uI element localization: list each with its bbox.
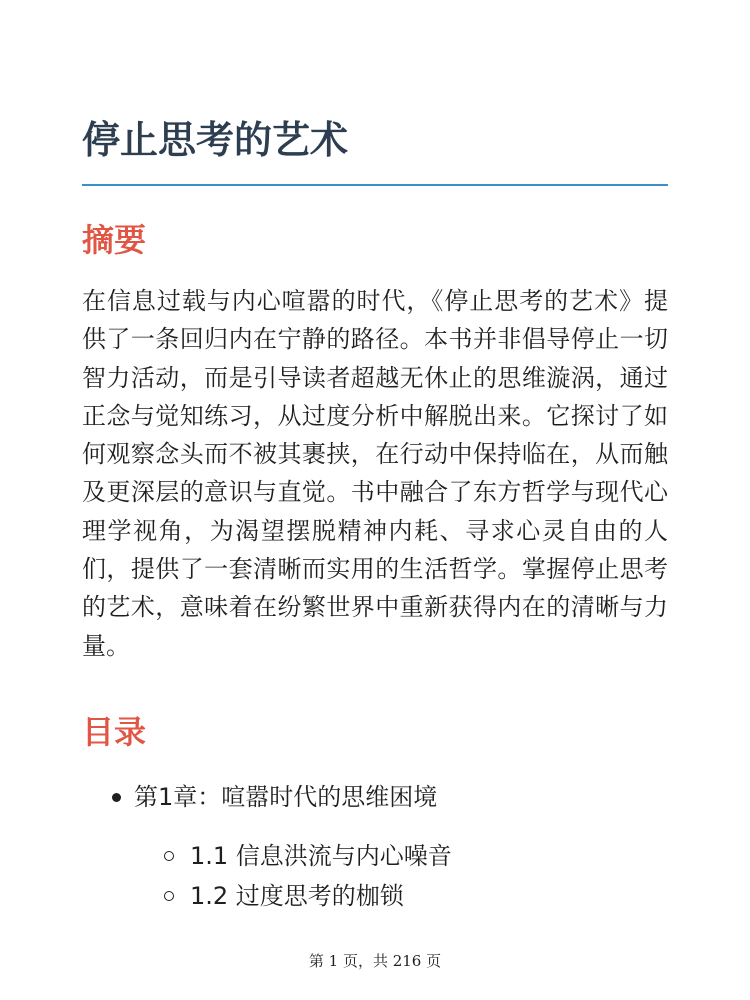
hollow-bullet-icon	[164, 851, 174, 861]
toc-subsection-list	[82, 836, 668, 916]
toc-chapter-item	[82, 774, 668, 916]
toc-chapter-1[interactable]	[82, 774, 668, 820]
abstract-heading: 摘要	[82, 221, 147, 259]
toc-section-1-2[interactable]	[82, 876, 668, 916]
toc-chapter-label: 第1章：喧嚣时代的思维困境	[134, 783, 438, 811]
toc-section-label: 1.2 过度思考的枷锁	[190, 882, 404, 910]
table-of-contents	[82, 774, 668, 916]
title-divider	[82, 184, 668, 186]
filled-bullet-icon	[112, 793, 121, 802]
toc-section-1-1[interactable]	[82, 836, 668, 876]
hollow-bullet-icon	[164, 891, 174, 901]
toc-section-label: 1.1 信息洪流与内心噪音	[190, 842, 452, 870]
page-number-footer: 第 1 页，共 216 页	[308, 952, 442, 970]
toc-heading: 目录	[82, 713, 147, 751]
document-title: 停止思考的艺术	[82, 118, 349, 162]
abstract-body: 在信息过载与内心喧嚣的时代，《停止思考的艺术》提供了一条回归内在宁静的路径。本书并非倡导停止一切智力活动，而是引导读者超越无休止的思维漩涡，通过正念与觉知练习，从过度分析中解脱出来。它探讨了如何观察念头而不被其裹挟，在行动中保持临在，从而触及更深层的意识与直觉。书中融合了东方哲学与现代心理学视角，为渴望摆脱精神内耗、寻求心灵自由的人们，提供了一套清晰而实用的生活哲学。掌握停止思考的艺术，意味着在纷繁世界中重新获得内在的清晰与力量。	[82, 287, 668, 660]
